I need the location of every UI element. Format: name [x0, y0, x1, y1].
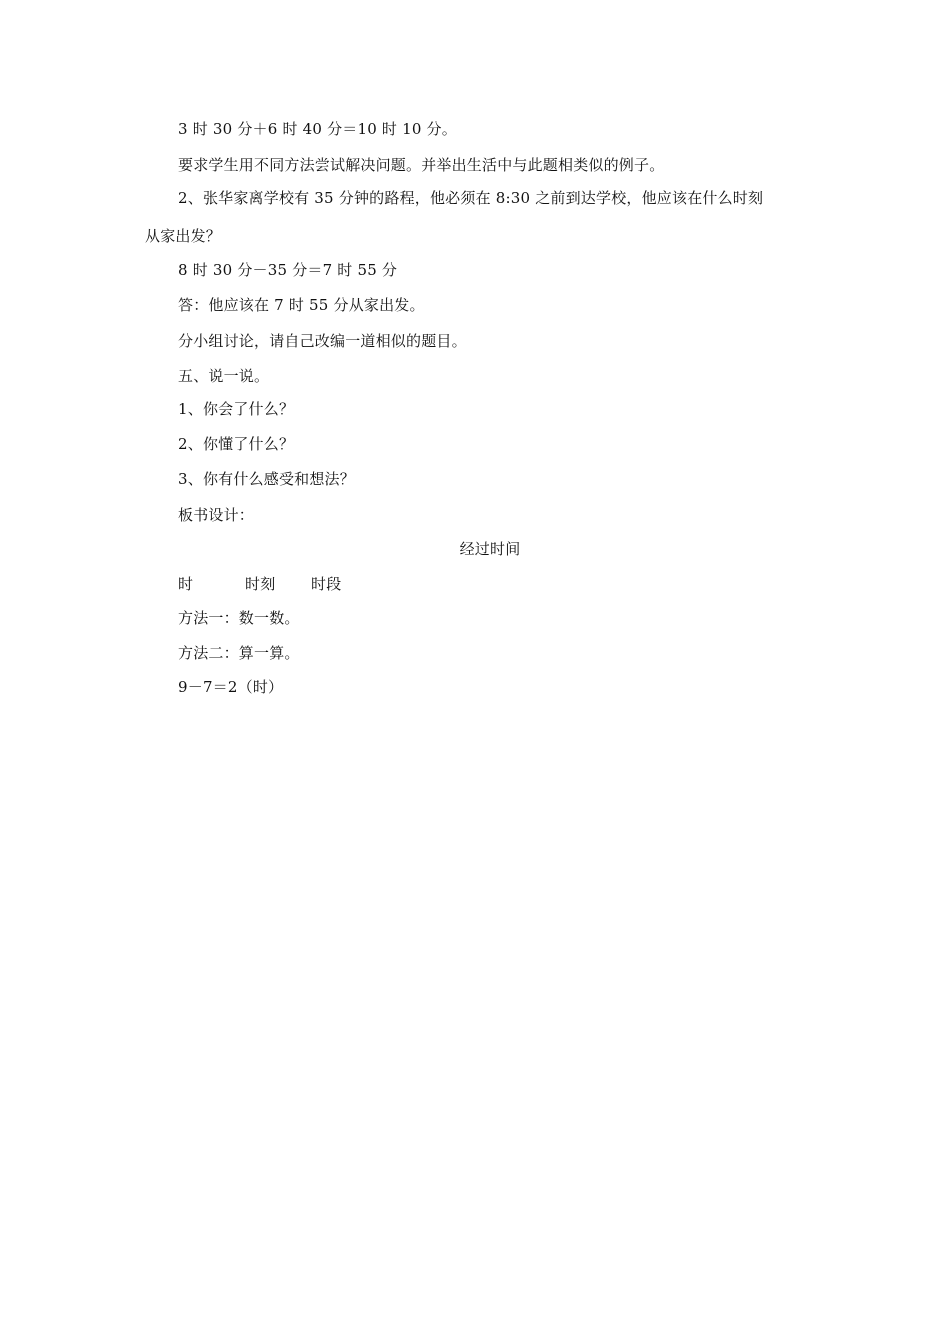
- section-five-heading: 五、说一说。: [178, 367, 270, 385]
- term-hour: 时: [178, 575, 194, 593]
- term-moment: 时刻: [245, 575, 276, 593]
- method-one: 方法一：数一数。: [178, 609, 300, 627]
- question-2: 2、你懂了什么？: [178, 435, 295, 453]
- equation-line: 3 时 30 分＋6 时 40 分＝10 时 10 分。: [178, 120, 457, 138]
- board-title: 经过时间: [459, 540, 521, 558]
- problem-2-continuation: 从家出发？: [145, 227, 222, 245]
- instruction-paragraph: 要求学生用不同方法尝试解决问题。并举出生活中与此题相类似的例子。: [178, 156, 665, 174]
- board-design-label: 板书设计：: [178, 506, 255, 524]
- method-two: 方法二：算一算。: [178, 644, 300, 662]
- board-formula: 9－7＝2（时）: [178, 678, 284, 696]
- problem-2-equation: 8 时 30 分－35 分＝7 时 55 分: [178, 261, 398, 279]
- problem-2-answer: 答：他应该在 7 时 55 分从家出发。: [178, 296, 425, 314]
- group-discussion-text: 分小组讨论，请自己改编一道相似的题目。: [178, 332, 467, 350]
- board-terms-row: [178, 574, 341, 594]
- term-period: 时段: [311, 575, 342, 593]
- problem-2-text: 2、张华家离学校有 35 分钟的路程，他必须在 8:30 之前到达学校，他应该在什么时刻: [178, 189, 764, 207]
- question-3: 3、你有什么感受和想法？: [178, 470, 355, 488]
- question-1: 1、你会了什么？: [178, 400, 295, 418]
